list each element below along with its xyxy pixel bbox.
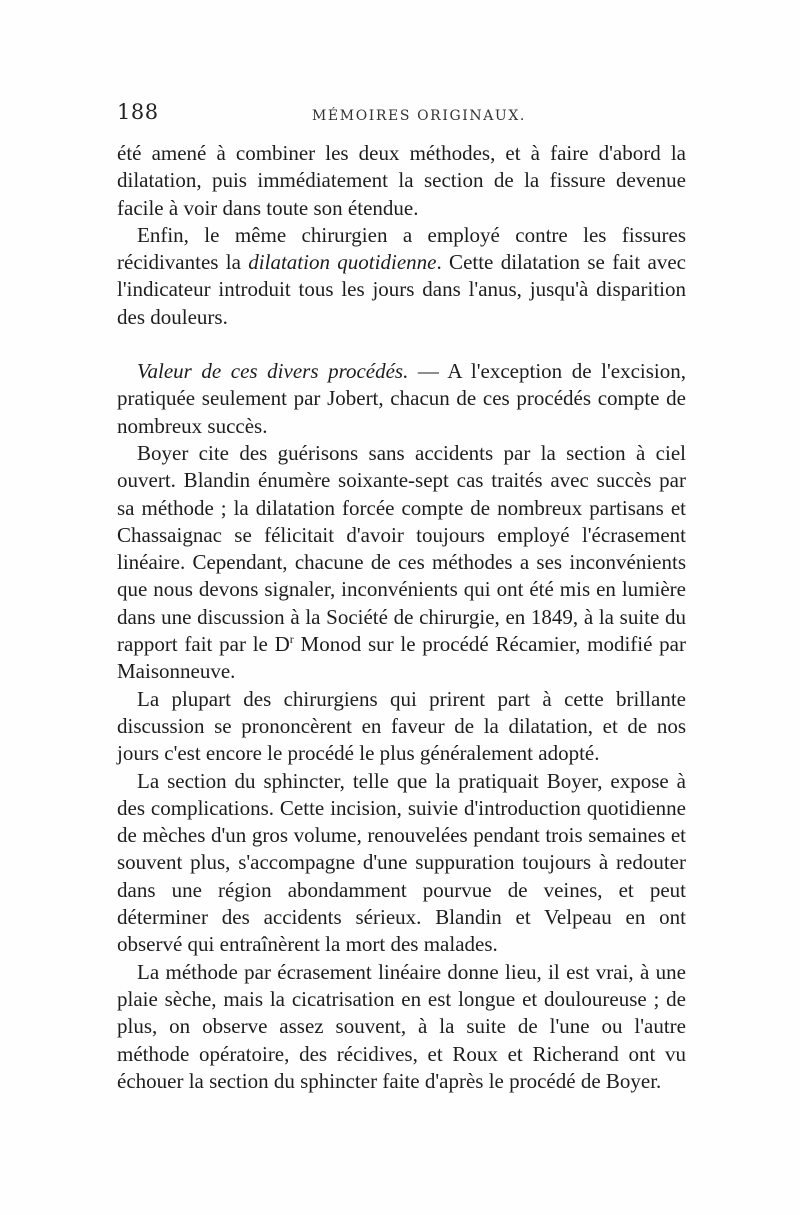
paragraph-text: été amené à combiner les deux méthodes, et à faire d'abord la dilatation, puis immédiatement la section de la fissure devenue facile à voir dans toute son étendue. xyxy=(117,141,686,220)
paragraph-text: . Cette dilatation se fait avec l'indicateur introduit tous les jours dans l'anus, jusqu'à disparition des douleurs. xyxy=(117,250,686,329)
paragraph-text: — A l'exception de l'excision, pratiquée seulement par Jobert, chacun de ces procédés compte de nombreux succès. xyxy=(117,359,686,438)
body-text xyxy=(117,140,686,1095)
paragraph-boyer xyxy=(117,440,686,686)
paragraph-text: La section du sphincter, telle que la pratiquait Boyer, expose à des complications. Cette incision, suivie d'introduction quotidienne de mèches d'un gros volume, renouvelées pendant trois semaines et souvent plus, s'accompagne d'une suppuration toujours à redouter dans une région abondamment pourvue de veines, et peut déterminer des accidents sérieux. Blandin et Velpeau en ont observé qui entraînèrent la mort des malades. xyxy=(117,768,686,957)
paragraph-text: Boyer cite des guérisons sans accidents par la section à ciel ouvert. Blandin énumère soixante-sept cas traités avec succès par sa méthode ; la dilatation forcée compte de nombreux partisans et Chassaignac se félicitait d'avoir toujours employé l'écrasement linéaire. Cependant, chacune de ces méthodes a ses inconvénients que nous devons signaler, inconvénients qui ont été mis en lumière dans une discussion à la Société de chirurgie, en 1849, à la suite du rapport fait par le D xyxy=(117,440,686,657)
italic-term: dilatation quotidienne xyxy=(248,250,437,275)
running-head: MÉMOIRES ORIGINAUX. xyxy=(312,108,526,124)
paragraph-section-heading xyxy=(117,358,686,440)
page-number: 188 xyxy=(117,100,159,124)
paragraph-text: La plupart des chirurgiens qui prirent part à cette brillante discussion se prononcèrent en faveur de la dilatation, et de nos jours c'est encore le procédé le plus généralement adopté. xyxy=(117,686,686,766)
section-gap xyxy=(117,331,686,358)
section-title: Valeur de ces divers procédés. xyxy=(137,359,409,384)
paragraph-discussion xyxy=(117,686,686,768)
paragraph-text: Enfin, le même chirurgien a employé contre les fissures récidivantes la xyxy=(117,222,686,275)
page-header xyxy=(117,100,687,130)
paragraph-linear-crushing xyxy=(117,959,686,1095)
paragraph-text: Monod sur le procédé Récamier, modifié par Maisonneuve. xyxy=(117,632,686,684)
paragraph-daily-dilatation xyxy=(117,222,686,331)
paragraph-text: La méthode par écrasement linéaire donne lieu, il est vrai, à une plaie sèche, mais la cicatrisation en est longue et douloureuse ; de plus, on observe assez souvent, à la suite de l'une ou l'autre méthode opératoire, des récidives, et Roux et Richerand ont vu échouer la section du sphincter faite d'après le procédé de Boyer. xyxy=(117,959,686,1093)
superscript: r xyxy=(289,632,294,647)
paragraph-sphincter-section xyxy=(117,768,686,959)
paragraph-continuation xyxy=(117,140,686,222)
